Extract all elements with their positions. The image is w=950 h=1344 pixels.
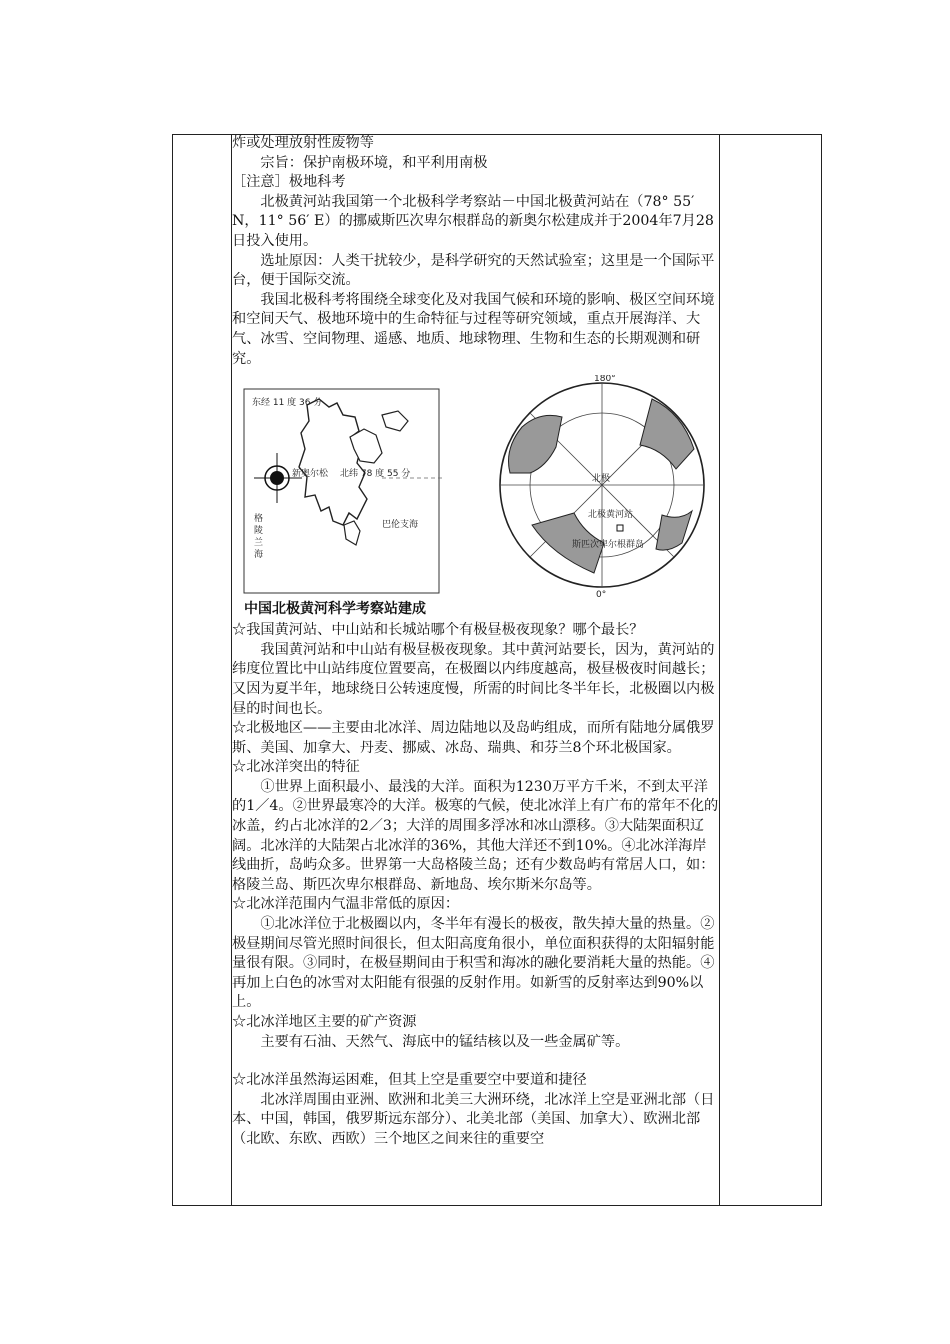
label-svalbard: 斯匹次卑尔根群岛 xyxy=(572,540,645,551)
polar-map xyxy=(500,375,704,600)
paragraph-station: 北极黄河站我国第一个北极科学考察站－中国北极黄河站在（78° 55′ N，11° 56′ E）的挪威斯匹次卑尔根群岛的新奥尔松建成并于2004年7月28日投入使用。 xyxy=(232,193,714,249)
answer-low-temperature: ①北冰洋位于北极圈以内，冬半年有漫长的极夜，散失掉大量的热量。②极昼期间尽管光照时间很长，但太阳高度角很小，单位面积获得的太阳辐射能量很有限。③同时，在极昼期间由于积雪和海冰的融化要消耗大量的热能。④再加上白色的冰雪对太阳能有很强的反射作用。如新雪的反射率达到90%以上。 xyxy=(232,916,715,1011)
spacer xyxy=(232,1052,719,1071)
figure-maps xyxy=(232,375,719,619)
svalbard-map xyxy=(244,389,442,593)
table-column-divider-right xyxy=(719,135,720,1205)
note-heading: ［注意］极地科考 xyxy=(232,174,346,191)
answer-arctic-features: ①世界上面积最小、最浅的大洋。面积为1230万平方千米，不到太平洋的1／4。②世界最寒冷的大洋。极寒的气候，使北冰洋上有广布的常年不化的冰盖，约占北冰洋的2／3；大洋的周围多浮冰和冰山漂移。③大陆架面积辽阔。北冰洋的大陆架占北冰洋的36%，其他大洋还不到10%。④北冰洋海岸线曲折，岛屿众多。世界第一大岛格陵兰岛；还有少数岛屿有常居人口，如：格陵兰岛、斯匹次卑尔根群岛、新地岛、埃尔斯米尔岛等。 xyxy=(232,778,719,893)
text-line: 宗旨：保护南极环境，和平利用南极 xyxy=(260,154,488,171)
label-yellow-river-station: 北极黄河站 xyxy=(588,510,634,521)
question-air-route: ☆北冰洋虽然海运困难，但其上空是重要空中要道和捷径 xyxy=(232,1072,587,1089)
question-arctic-region: ☆北极地区——主要由北冰洋、周边陆地以及岛屿组成，而所有陆地分属俄罗斯、美国、加拿大、丹麦、挪威、冰岛、瑞典、和芬兰8个环北极国家。 xyxy=(232,720,715,756)
question-arctic-features: ☆北冰洋突出的特征 xyxy=(232,759,360,776)
label-180: 180° xyxy=(594,375,616,385)
answer-air-route: 北冰洋周围由亚洲、欧洲和北美三大洲环绕，北冰洋上空是亚洲北部（日本、中国，韩国，俄罗斯远东部分）、北美北部（美国、加拿大）、欧洲北部（北欧、东欧、西欧）三个地区之间来往的重要空 xyxy=(232,1091,715,1147)
label-greenland-sea: 格陵兰海 xyxy=(254,514,264,561)
paragraph-research: 我国北极科考将围绕全球变化及对我国气候和环境的影响、极区空间环境和空间天气、极地环境中的生命特征与过程等研究领域，重点开展海洋、大气、冰雪、空间物理、遥感、地质、地球物理、生物和生态的长期观测和研究。 xyxy=(232,291,715,367)
label-barents-sea: 巴伦支海 xyxy=(382,520,419,531)
figure-arctic-station xyxy=(232,375,719,619)
question-polar-day: ☆我国黄河站、中山站和长城站哪个有极昼极夜现象？哪个最长？ xyxy=(232,622,644,639)
text-line: 炸或处理放射性废物等 xyxy=(232,135,374,151)
answer-minerals: 主要有石油、天然气、海底中的锰结核以及一些金属矿等。 xyxy=(260,1033,630,1050)
label-ny-alesund: 新奥尔松 xyxy=(292,469,329,480)
question-minerals: ☆北冰洋地区主要的矿产资源 xyxy=(232,1014,417,1030)
label-0: 0° xyxy=(596,590,607,601)
label-north-pole: 北极 xyxy=(592,474,611,485)
label-latitude: 北纬 78 度 55 分 xyxy=(340,469,411,480)
answer-polar-day: 我国黄河站和中山站有极昼极夜现象。其中黄河站要长，因为，黄河站的纬度位置比中山站纬度位置要高，在极圈以内纬度越高，极昼极夜时间越长；又因为夏半年，地球绕日公转速度慢，所需的时间比冬半年长，北极圈以内极昼的时间也长。 xyxy=(232,641,715,717)
question-low-temperature: ☆北冰洋范围内气温非常低的原因： xyxy=(232,896,460,913)
paragraph-site-reason: 选址原因：人类干扰较少，是科学研究的天然试验室；这里是一个国际平台，便于国际交流。 xyxy=(232,252,715,289)
figure-caption: 中国北极黄河科学考察站建成 xyxy=(244,601,426,618)
label-longitude: 东经 11 度 36 分 xyxy=(252,398,323,409)
document-body xyxy=(232,134,719,1150)
